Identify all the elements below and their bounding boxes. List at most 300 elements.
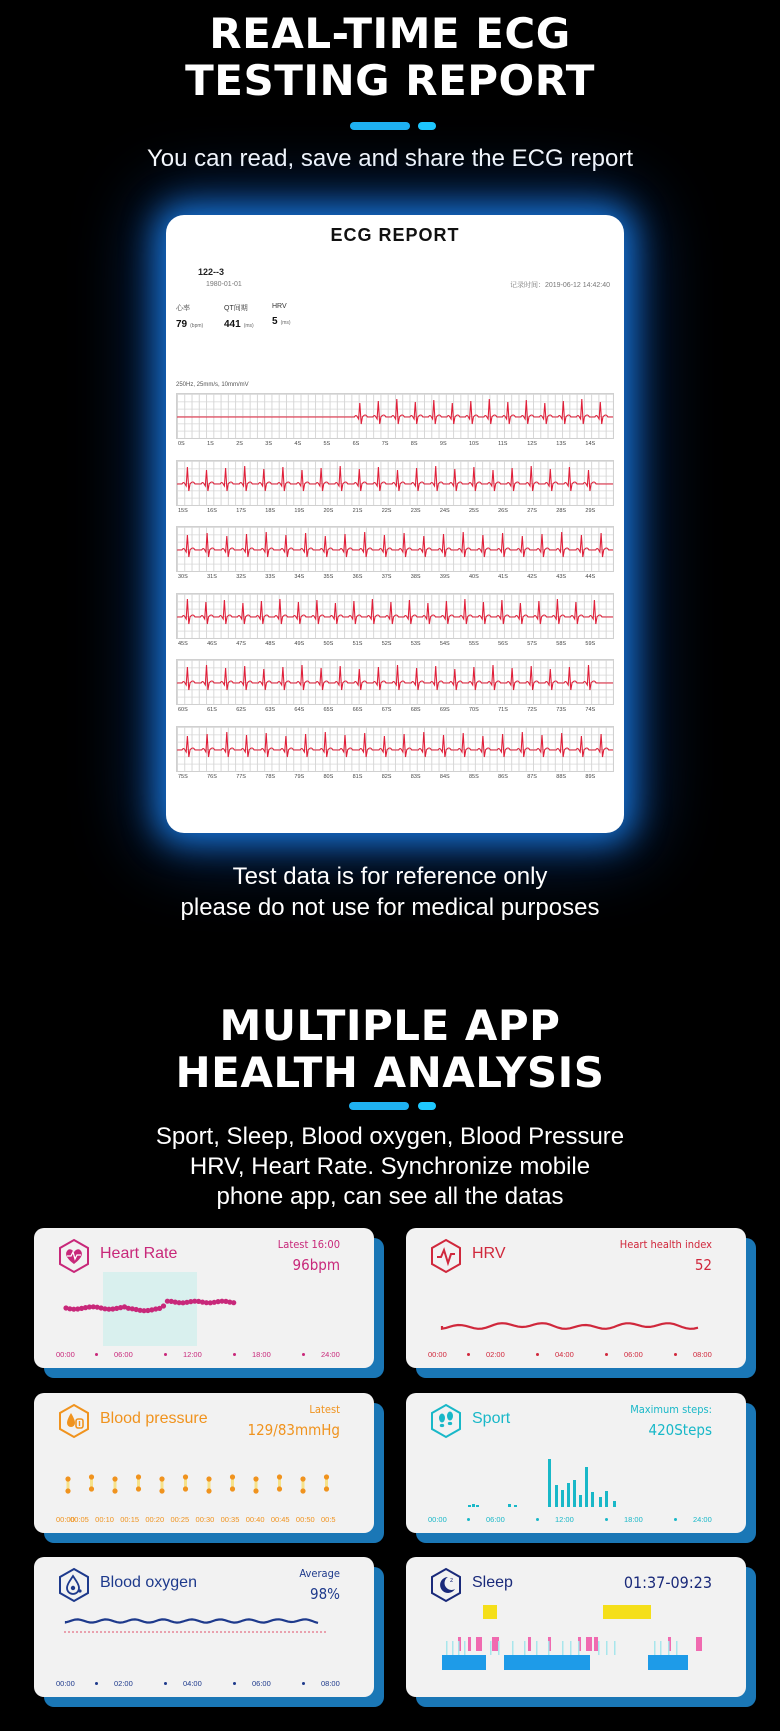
- sport-card[interactable]: [406, 1393, 746, 1533]
- systolic-point: [65, 1476, 70, 1481]
- apps-title-line2: HEALTH ANALYSIS: [175, 1048, 605, 1097]
- time-label: 43S: [556, 574, 567, 581]
- time-label: 20S: [323, 507, 334, 514]
- metric-unit: (ms): [280, 320, 291, 326]
- axis-label: 00:00: [56, 1515, 75, 1524]
- time-label: 32S: [236, 574, 246, 581]
- ecg-trace: [177, 394, 613, 438]
- diastolic-point: [300, 1488, 305, 1493]
- time-label: 56S: [498, 640, 508, 647]
- metric-value: [176, 319, 203, 330]
- axis-label: 00:15: [120, 1515, 140, 1524]
- time-label: 18S: [265, 507, 276, 514]
- metric-label: HRV: [272, 303, 287, 310]
- systolic-point: [230, 1474, 235, 1479]
- steps-bar: [567, 1483, 570, 1507]
- sleep-light-line: [562, 1641, 564, 1655]
- time-label: 3S: [265, 441, 273, 447]
- axis-label: 08:00: [321, 1679, 340, 1688]
- card-subtitle: Heart health index: [619, 1238, 712, 1251]
- systolic-point: [277, 1474, 282, 1479]
- time-label: 49S: [294, 640, 305, 647]
- sleep-light-line: [598, 1641, 600, 1655]
- time-label: 59S: [585, 640, 596, 647]
- ecg-strip: [176, 593, 614, 639]
- time-label: 1S: [207, 441, 214, 447]
- heart-rate-point: [161, 1303, 166, 1308]
- time-label: 64S: [294, 707, 305, 714]
- axis-dot: [233, 1682, 236, 1685]
- ecg-strip: [176, 726, 614, 772]
- sleep-light-line: [660, 1641, 662, 1655]
- time-label: 63S: [265, 707, 276, 714]
- time-label: 78S: [265, 774, 276, 780]
- sleep-light-line: [676, 1641, 678, 1655]
- sleep-light-line: [490, 1641, 492, 1655]
- blood-oxygen-card[interactable]: [34, 1557, 374, 1697]
- heart-rate-card[interactable]: [34, 1228, 374, 1368]
- steps-bar: [605, 1491, 608, 1507]
- axis-label: 06:00: [114, 1350, 133, 1359]
- heart-rate-chart: [56, 1272, 352, 1348]
- card-subtitle: Maximum steps:: [630, 1403, 712, 1416]
- sleep-rem-block: [468, 1637, 471, 1651]
- axis-dot: [536, 1353, 539, 1356]
- blood-pressure-chart: [56, 1437, 352, 1513]
- sleep-light-line: [654, 1641, 656, 1655]
- time-label: 75S: [178, 774, 188, 780]
- apps-description-line1: Sport, Sleep, Blood oxygen, Blood Pressure: [155, 1123, 625, 1150]
- axis-label: 02:00: [486, 1350, 505, 1359]
- sleep-light-line: [606, 1641, 608, 1655]
- sleep-light-line: [498, 1641, 500, 1655]
- sleep-light-line: [614, 1641, 616, 1655]
- time-axis: [56, 1679, 352, 1689]
- time-label: 48S: [265, 640, 276, 647]
- systolic-point: [89, 1474, 94, 1479]
- time-label: 58S: [556, 640, 567, 647]
- systolic-point: [136, 1474, 141, 1479]
- card-face: [34, 1228, 374, 1368]
- time-label: 22S: [381, 507, 392, 514]
- sleep-rem-block: [528, 1637, 531, 1651]
- metric-hrv: [272, 303, 291, 327]
- blood-pressure-icon: [56, 1403, 92, 1439]
- axis-dot: [605, 1518, 608, 1521]
- metric-label: QT间期: [224, 305, 248, 312]
- sleep-light-line: [536, 1641, 538, 1655]
- ecg-strip-time-labels: [176, 441, 612, 451]
- time-label: 74S: [585, 707, 596, 714]
- time-label: 55S: [469, 640, 479, 647]
- metric-number: 5: [272, 316, 278, 327]
- time-label: 35S: [323, 574, 334, 581]
- time-label: 28S: [556, 507, 567, 514]
- card-face: [34, 1557, 374, 1697]
- card-value: 420Steps: [648, 1421, 712, 1439]
- time-label: 2S: [236, 441, 243, 447]
- systolic-point: [112, 1476, 117, 1481]
- axis-dot: [95, 1682, 98, 1685]
- axis-label: 02:00: [114, 1679, 133, 1688]
- axis-label: 12:00: [183, 1350, 202, 1359]
- time-label: 45S: [178, 640, 188, 647]
- time-label: 52S: [381, 640, 392, 647]
- card-face: [406, 1393, 746, 1533]
- time-label: 27S: [527, 507, 537, 514]
- apps-description-line2: HRV, Heart Rate. Synchronize mobile: [189, 1153, 591, 1180]
- sleep-light-line: [452, 1641, 454, 1655]
- heart-pulse-icon: [56, 1238, 92, 1274]
- time-label: 84S: [439, 774, 450, 780]
- title-divider: [350, 122, 410, 130]
- axis-label: 18:00: [252, 1350, 271, 1359]
- sleep-rem-block: [594, 1637, 598, 1651]
- time-label: 17S: [236, 507, 246, 514]
- blood-oxygen-chart: [56, 1601, 352, 1677]
- axis-dot: [95, 1353, 98, 1356]
- card-face: [406, 1557, 746, 1697]
- steps-bar: [548, 1459, 551, 1507]
- axis-label: 00:20: [145, 1515, 165, 1524]
- card-subtitle: Latest: [309, 1403, 340, 1416]
- axis-label: 00:10: [95, 1515, 114, 1524]
- sleep-deep-block: [504, 1655, 590, 1670]
- steps-bar: [514, 1505, 517, 1507]
- ecg-subtitle: You can read, save and share the ECG report: [146, 145, 634, 172]
- apps-description-line3: phone app, can see all the datas: [216, 1183, 564, 1210]
- ecg-strip-time-labels: [176, 707, 612, 717]
- axis-dot: [164, 1353, 167, 1356]
- card-title: Heart Rate: [100, 1245, 178, 1262]
- card-value: 96bpm: [292, 1256, 340, 1274]
- card-face: [406, 1228, 746, 1368]
- card-value: 01:37-09:23: [623, 1573, 712, 1592]
- steps-bar: [579, 1495, 582, 1507]
- diastolic-point: [230, 1486, 235, 1491]
- axis-label: 00:00: [56, 1350, 75, 1359]
- time-label: 38S: [410, 574, 421, 581]
- systolic-point: [183, 1474, 188, 1479]
- diastolic-point: [112, 1488, 117, 1493]
- systolic-point: [324, 1474, 329, 1479]
- axis-dot: [302, 1682, 305, 1685]
- axis-label: 24:00: [321, 1350, 340, 1359]
- axis-label: 04:00: [183, 1679, 202, 1688]
- time-label: 71S: [498, 707, 508, 714]
- sport-chart: [428, 1437, 724, 1513]
- axis-dot: [233, 1353, 236, 1356]
- card-title: Blood oxygen: [100, 1574, 197, 1591]
- time-label: 62S: [236, 707, 246, 714]
- ecg-trace: [177, 660, 613, 704]
- axis-label: 06:00: [486, 1515, 505, 1524]
- ecg-report-card: [166, 215, 624, 833]
- time-axis: [56, 1350, 352, 1360]
- axis-dot: [605, 1353, 608, 1356]
- time-label: 7S: [381, 441, 389, 447]
- axis-label: 06:00: [252, 1679, 271, 1688]
- time-label: 76S: [207, 774, 217, 780]
- time-label: 39S: [439, 574, 450, 581]
- title-divider: [349, 1102, 409, 1110]
- systolic-point: [159, 1476, 164, 1481]
- metric-number: 79: [176, 319, 188, 330]
- sleep-rem-block: [586, 1637, 592, 1651]
- ecg-trace: [177, 461, 613, 505]
- time-label: 68S: [410, 707, 421, 714]
- sleep-deep-block: [442, 1655, 486, 1670]
- ecg-scale-note: 250Hz, 25mm/s, 10mm/mV: [176, 382, 249, 388]
- time-label: 42S: [527, 574, 537, 581]
- diastolic-point: [324, 1486, 329, 1491]
- axis-label: 00:35: [220, 1515, 240, 1524]
- time-label: 15S: [178, 507, 188, 514]
- card-value: 129/83mmHg: [247, 1421, 340, 1439]
- axis-label: 00:00: [56, 1679, 75, 1688]
- ecg-strip-time-labels: [176, 574, 612, 584]
- card-title: HRV: [472, 1245, 506, 1262]
- steps-bar: [472, 1504, 475, 1507]
- time-label: 85S: [469, 774, 479, 780]
- time-label: 50S: [323, 640, 334, 647]
- systolic-point: [300, 1476, 305, 1481]
- title-divider-dot: [418, 122, 436, 130]
- axis-label: 00:40: [245, 1515, 265, 1524]
- time-label: 30S: [178, 574, 188, 581]
- time-label: 13S: [556, 441, 567, 447]
- time-label: 0S: [178, 441, 185, 447]
- metric-label: 心率: [176, 305, 190, 312]
- apps-title-line1: MULTIPLE APP: [219, 1001, 561, 1050]
- time-label: 83S: [410, 774, 421, 780]
- metric-value: [272, 316, 291, 327]
- sleep-light-line: [464, 1641, 466, 1655]
- time-label: 82S: [381, 774, 392, 780]
- time-label: 34S: [294, 574, 305, 581]
- card-subtitle: Latest 16:00: [277, 1238, 340, 1251]
- time-label: 4S: [294, 441, 302, 447]
- time-label: 5S: [323, 441, 331, 447]
- time-label: 86S: [498, 774, 508, 780]
- axis-dot: [164, 1682, 167, 1685]
- axis-label: 08:00: [693, 1350, 712, 1359]
- ecg-strip: [176, 460, 614, 506]
- time-axis: [428, 1350, 724, 1360]
- sleep-rem-block: [696, 1637, 702, 1651]
- metric-heart-rate: [176, 303, 203, 330]
- hrv-card[interactable]: [406, 1228, 746, 1368]
- sleep-light-line: [524, 1641, 526, 1655]
- axis-label: 00:5: [321, 1515, 336, 1524]
- ecg-trace: [177, 527, 613, 571]
- sleep-awake-block: [603, 1605, 651, 1619]
- axis-dot: [467, 1518, 470, 1521]
- time-label: 33S: [265, 574, 276, 581]
- time-label: 61S: [207, 707, 217, 714]
- card-face: [34, 1393, 374, 1533]
- time-label: 69S: [439, 707, 450, 714]
- ecg-strip: [176, 526, 614, 572]
- patient-birth-date: 1980-01-01: [206, 281, 242, 288]
- ecg-trace: [177, 727, 613, 771]
- steps-bar: [555, 1485, 558, 1507]
- axis-dot: [674, 1353, 677, 1356]
- metric-value: [224, 319, 254, 330]
- time-label: 40S: [469, 574, 479, 581]
- sleep-light-line: [578, 1641, 580, 1655]
- metric-unit: (bpm): [190, 323, 204, 329]
- time-label: 66S: [352, 707, 363, 714]
- time-label: 87S: [527, 774, 537, 780]
- time-label: 67S: [381, 707, 392, 714]
- card-title: Blood pressure: [100, 1410, 208, 1427]
- axis-label: 04:00: [555, 1350, 574, 1359]
- sleep-card[interactable]: [406, 1557, 746, 1697]
- title-divider-dot: [418, 1102, 436, 1110]
- metric-number: 441: [224, 319, 241, 330]
- axis-dot: [467, 1353, 470, 1356]
- disclaimer-line2: please do not use for medical purposes: [180, 894, 600, 921]
- axis-label: 06:00: [624, 1350, 643, 1359]
- time-label: 53S: [410, 640, 421, 647]
- time-label: 44S: [585, 574, 596, 581]
- axis-dot: [536, 1518, 539, 1521]
- time-label: 41S: [498, 574, 508, 581]
- time-label: 36S: [352, 574, 363, 581]
- steps-bar: [476, 1505, 479, 1507]
- axis-label: 18:00: [624, 1515, 643, 1524]
- card-value: 52: [694, 1256, 712, 1274]
- axis-label: 00:30: [195, 1515, 215, 1524]
- diastolic-point: [89, 1486, 94, 1491]
- time-label: 70S: [469, 707, 479, 714]
- time-label: 54S: [439, 640, 450, 647]
- time-label: 46S: [207, 640, 217, 647]
- time-label: 26S: [498, 507, 508, 514]
- patient-name: 122--3: [198, 267, 225, 277]
- card-subtitle: Average: [299, 1567, 340, 1580]
- time-label: 72S: [527, 707, 537, 714]
- time-label: 80S: [323, 774, 334, 780]
- hrv-chart: [428, 1272, 724, 1348]
- steps-bar: [573, 1480, 576, 1507]
- card-value: 98%: [310, 1585, 340, 1603]
- steps-bar: [561, 1490, 564, 1507]
- axis-label: 12:00: [555, 1515, 574, 1524]
- steps-bar: [468, 1505, 471, 1507]
- axis-dot: [674, 1518, 677, 1521]
- diastolic-point: [206, 1488, 211, 1493]
- metric-qt-interval: [224, 303, 254, 330]
- time-axis: [56, 1515, 352, 1525]
- time-label: 31S: [207, 574, 217, 581]
- sleep-rem-block: [492, 1637, 499, 1651]
- card-title: Sleep: [472, 1574, 513, 1591]
- metric-unit: (ms): [243, 323, 254, 329]
- steps-bar: [508, 1504, 511, 1507]
- time-axis: [428, 1515, 724, 1525]
- time-label: 51S: [352, 640, 363, 647]
- diastolic-point: [159, 1488, 164, 1493]
- time-label: 37S: [381, 574, 392, 581]
- axis-label: 00:05: [70, 1515, 89, 1524]
- steps-bar: [585, 1467, 588, 1507]
- diastolic-point: [183, 1486, 188, 1491]
- footprints-icon: [428, 1403, 464, 1439]
- time-label: 65S: [323, 707, 334, 714]
- card-title: Sport: [472, 1410, 511, 1427]
- diastolic-point: [136, 1486, 141, 1491]
- diastolic-point: [65, 1488, 70, 1493]
- time-label: 16S: [207, 507, 217, 514]
- oxygen-drop-icon: [56, 1567, 92, 1603]
- time-label: 10S: [469, 441, 479, 447]
- time-label: 25S: [469, 507, 479, 514]
- time-label: 89S: [585, 774, 596, 780]
- ecg-title-line1: REAL-TIME ECG: [209, 9, 571, 58]
- time-label: 11S: [498, 441, 508, 447]
- axis-label: 00:50: [295, 1515, 315, 1524]
- axis-label: 00:00: [428, 1515, 447, 1524]
- time-label: 73S: [556, 707, 567, 714]
- time-label: 9S: [439, 441, 447, 447]
- time-label: 88S: [556, 774, 567, 780]
- time-label: 81S: [352, 774, 363, 780]
- time-label: 57S: [527, 640, 537, 647]
- time-label: 14S: [585, 441, 596, 447]
- record-time: 记录时间：2019-06-12 14:42:40: [510, 282, 610, 289]
- time-label: 29S: [585, 507, 596, 514]
- time-label: 79S: [294, 774, 305, 780]
- heart-rate-point: [231, 1300, 236, 1305]
- sleep-chart: [428, 1597, 724, 1689]
- diastolic-point: [277, 1486, 282, 1491]
- ecg-strip: [176, 659, 614, 705]
- sleep-deep-block: [648, 1655, 688, 1670]
- steps-bar: [613, 1501, 616, 1507]
- axis-label: 00:45: [270, 1515, 290, 1524]
- blood-pressure-card[interactable]: [34, 1393, 374, 1533]
- axis-label: 00:25: [170, 1515, 190, 1524]
- pulse-line-icon: [428, 1238, 464, 1274]
- axis-label: 00:00: [428, 1350, 447, 1359]
- time-label: 47S: [236, 640, 246, 647]
- axis-dot: [302, 1353, 305, 1356]
- steps-bar: [591, 1492, 594, 1507]
- time-label: 60S: [178, 707, 188, 714]
- time-label: 8S: [410, 441, 418, 447]
- sleep-light-line: [668, 1641, 670, 1655]
- systolic-point: [253, 1476, 258, 1481]
- hrv-line: [442, 1323, 698, 1329]
- spo2-line: [66, 1619, 318, 1623]
- time-label: 21S: [352, 507, 363, 514]
- disclaimer-line1: Test data is for reference only: [232, 863, 548, 890]
- time-label: 23S: [410, 507, 421, 514]
- svg-text:z: z: [450, 1577, 454, 1584]
- time-label: 12S: [527, 441, 537, 447]
- ecg-strip-time-labels: [176, 508, 612, 518]
- sleep-light-line: [512, 1641, 514, 1655]
- sleep-light-line: [458, 1641, 460, 1655]
- axis-label: 24:00: [693, 1515, 712, 1524]
- ecg-trace: [177, 594, 613, 638]
- sleep-light-line: [548, 1641, 550, 1655]
- time-label: 77S: [236, 774, 246, 780]
- time-label: 24S: [439, 507, 450, 514]
- ecg-strip: [176, 393, 614, 439]
